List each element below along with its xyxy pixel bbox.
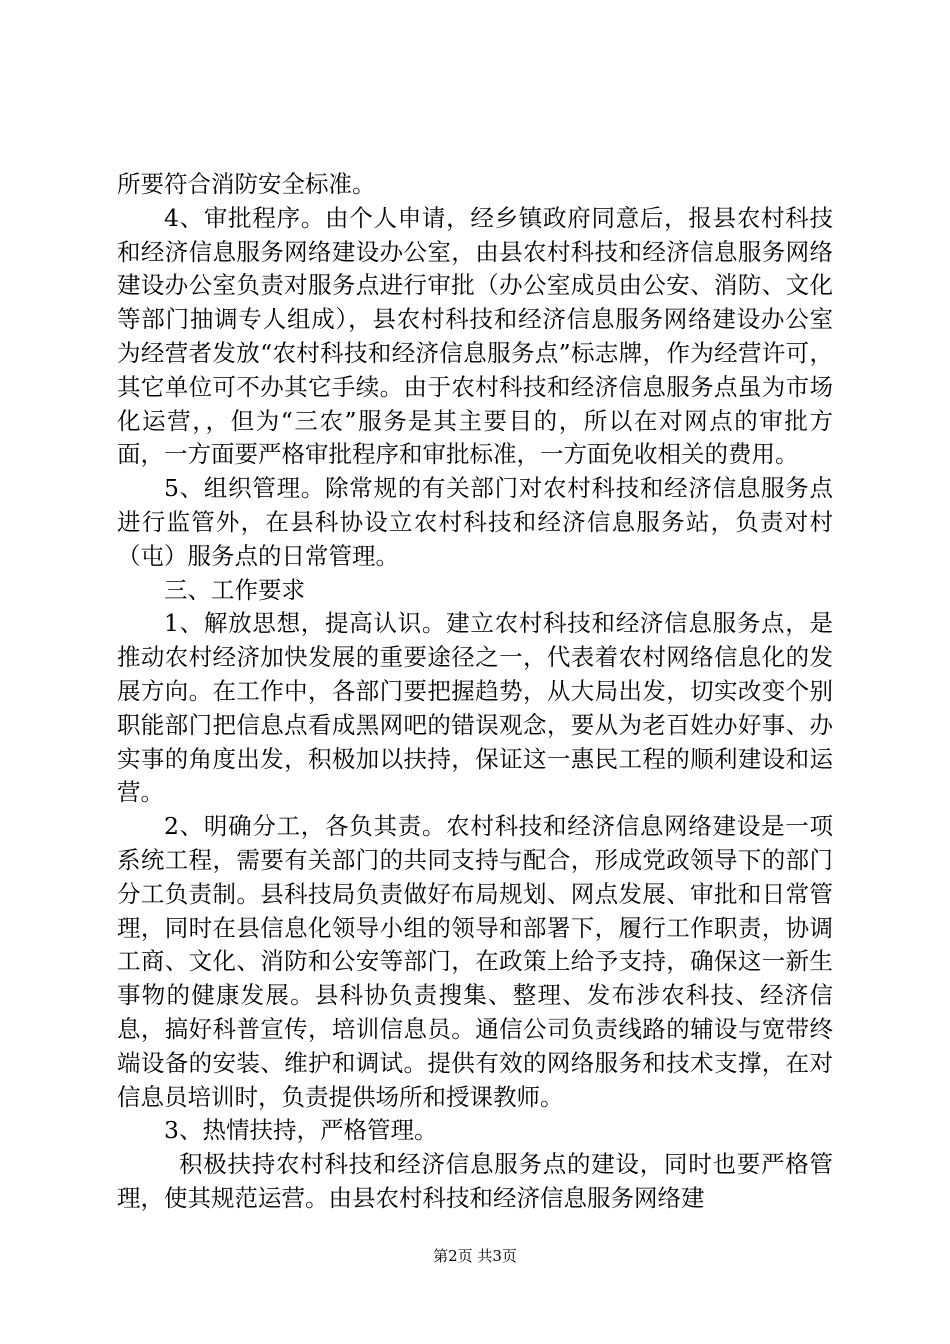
- paragraph-fire-safety-tail: 所要符合消防安全标准。: [117, 170, 376, 198]
- page-number-footer: 第2页 共3页: [433, 1247, 517, 1265]
- paragraph-division-of-labor: 2、明确分工，各负其责。农村科技和经济信息网络建设是一项系统工程，需要有关部门的共同支持与配合，形成党政领导下的部门分工负责制。县科技局负责做好布局规划、网点发展、审批和日常管理，同时在县信息化领导小组的领导和部署下，履行工作职责，协调工商、文化、消防和公安等部门，在政策上给予支持，确保这一新生事物的健康发展。县科协负责搜集、整理、发布涉农科技、经济信息，搞好科普宣传，培训信息员。通信公司负责线路的辅设与宽带终端设备的安装、维护和调试。提供有效的网络服务和技术支撑，在对信息员培训时，负责提供场所和授课教师。: [117, 812, 833, 1111]
- paragraph-support-and-manage-heading: 3、热情扶持，严格管理。: [164, 1116, 438, 1145]
- paragraph-organization-management: 5、组织管理。除常规的有关部门对农村科技和经济信息服务点进行监管外，在县科协设立农村科技和经济信息服务站，负责对村（屯）服务点的日常管理。: [117, 474, 833, 570]
- paragraph-support-and-manage-body: 积极扶持农村科技和经济信息服务点的建设，同时也要严格管理，使其规范运营。由县农村科技和经济信息服务网络建: [117, 1150, 833, 1212]
- document-body: [117, 168, 833, 1216]
- section-heading-work-requirements: 三、工作要求: [164, 575, 305, 604]
- paragraph-emancipate-thinking: 1、解放思想，提高认识。建立农村科技和经济信息服务点，是推动农村经济加快发展的重要途径之一，代表着农村网络信息化的发展方向。在工作中，各部门要把握趋势，从大局出发，切实改变个别职能部门把信息点看成黑网吧的错误观念，要从为老百姓办好事、办实事的角度出发，积极加以扶持，保证这一惠民工程的顺利建设和运营。: [117, 609, 833, 807]
- paragraph-approval-procedure: 4、审批程序。由个人申请，经乡镇政府同意后，报县农村科技和经济信息服务网络建设办公室，由县农村科技和经济信息服务网络建设办公室负责对服务点进行审批（办公室成员由公安、消防、文化等部门抽调专人组成），县农村科技和经济信息服务网络建设办公室为经营者发放“农村科技和经济信息服务点”标志牌，作为经营许可，其它单位可不办其它手续。由于农村科技和经济信息服务点虽为市场化运营，，但为“三农”服务是其主要目的，所以在对网点的审批方面，一方面要严格审批程序和审批标准，一方面免收相关的费用。: [117, 203, 833, 469]
